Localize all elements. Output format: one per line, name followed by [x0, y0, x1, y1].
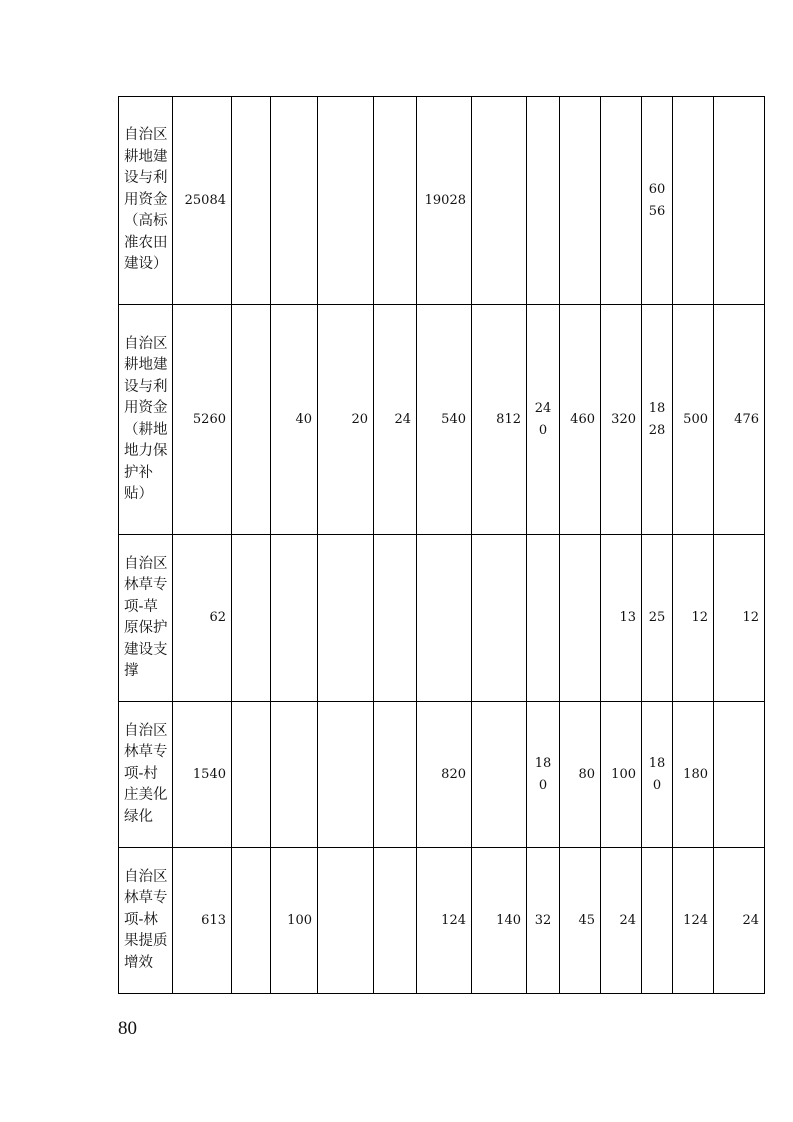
table-cell	[318, 97, 374, 305]
table-cell	[601, 97, 642, 305]
table-cell: 500	[673, 305, 714, 535]
table-cell: 20	[318, 305, 374, 535]
table-row	[119, 97, 765, 305]
table-cell	[232, 702, 271, 848]
table-cell: 124	[417, 848, 472, 994]
table-cell	[673, 97, 714, 305]
table-cell: 100	[271, 848, 318, 994]
table-cell: 540	[417, 305, 472, 535]
table-row	[119, 305, 765, 535]
table-cell: 62	[173, 535, 232, 702]
table-cell	[560, 535, 601, 702]
table-cell	[374, 702, 417, 848]
table-body	[119, 97, 765, 994]
table-cell	[714, 702, 765, 848]
table-cell: 5260	[173, 305, 232, 535]
table-cell: 820	[417, 702, 472, 848]
table-cell: 140	[472, 848, 527, 994]
row-label: 自治区林草专项-草原保护建设支撑	[119, 535, 173, 702]
table-cell: 124	[673, 848, 714, 994]
table-cell	[232, 305, 271, 535]
table-cell	[714, 97, 765, 305]
table-row	[119, 535, 765, 702]
row-label: 自治区林草专项-林果提质增效	[119, 848, 173, 994]
row-label: 自治区耕地建设与利用资金（高标准农田建设）	[119, 97, 173, 305]
table-cell: 476	[714, 305, 765, 535]
table-cell: 24	[601, 848, 642, 994]
table-cell	[271, 97, 318, 305]
table-cell: 40	[271, 305, 318, 535]
table-cell: 19028	[417, 97, 472, 305]
table-cell: 13	[601, 535, 642, 702]
table-cell	[374, 848, 417, 994]
table-cell	[642, 848, 673, 994]
table-cell: 18 0	[527, 702, 560, 848]
table-cell	[271, 702, 318, 848]
table-cell: 18 0	[642, 702, 673, 848]
table-cell: 32	[527, 848, 560, 994]
table-cell	[472, 535, 527, 702]
table-cell	[472, 97, 527, 305]
table-cell: 25084	[173, 97, 232, 305]
funding-table	[118, 96, 765, 994]
table-cell: 100	[601, 702, 642, 848]
table-cell	[318, 535, 374, 702]
table-cell: 12	[714, 535, 765, 702]
table-cell: 25	[642, 535, 673, 702]
table-row	[119, 848, 765, 994]
row-label: 自治区林草专项-村庄美化绿化	[119, 702, 173, 848]
table-cell: 1540	[173, 702, 232, 848]
table-cell	[232, 535, 271, 702]
table-cell	[271, 535, 318, 702]
table-cell	[527, 97, 560, 305]
table-cell: 812	[472, 305, 527, 535]
table-cell: 180	[673, 702, 714, 848]
table-row	[119, 702, 765, 848]
table-cell	[527, 535, 560, 702]
table-cell: 24	[374, 305, 417, 535]
table-cell	[417, 535, 472, 702]
table-cell	[318, 702, 374, 848]
table-cell	[318, 848, 374, 994]
table-cell	[232, 97, 271, 305]
table-cell: 12	[673, 535, 714, 702]
table-cell	[472, 702, 527, 848]
table-cell: 45	[560, 848, 601, 994]
table-cell: 24	[714, 848, 765, 994]
table-cell	[560, 97, 601, 305]
table-cell: 460	[560, 305, 601, 535]
table-cell: 320	[601, 305, 642, 535]
table-cell	[232, 848, 271, 994]
table-cell	[374, 97, 417, 305]
table-cell: 613	[173, 848, 232, 994]
row-label: 自治区耕地建设与利用资金（耕地地力保护补贴）	[119, 305, 173, 535]
table-cell: 18 28	[642, 305, 673, 535]
table-cell	[374, 535, 417, 702]
table-cell: 60 56	[642, 97, 673, 305]
table-cell: 24 0	[527, 305, 560, 535]
table-cell: 80	[560, 702, 601, 848]
page-number: 80	[118, 1018, 137, 1039]
